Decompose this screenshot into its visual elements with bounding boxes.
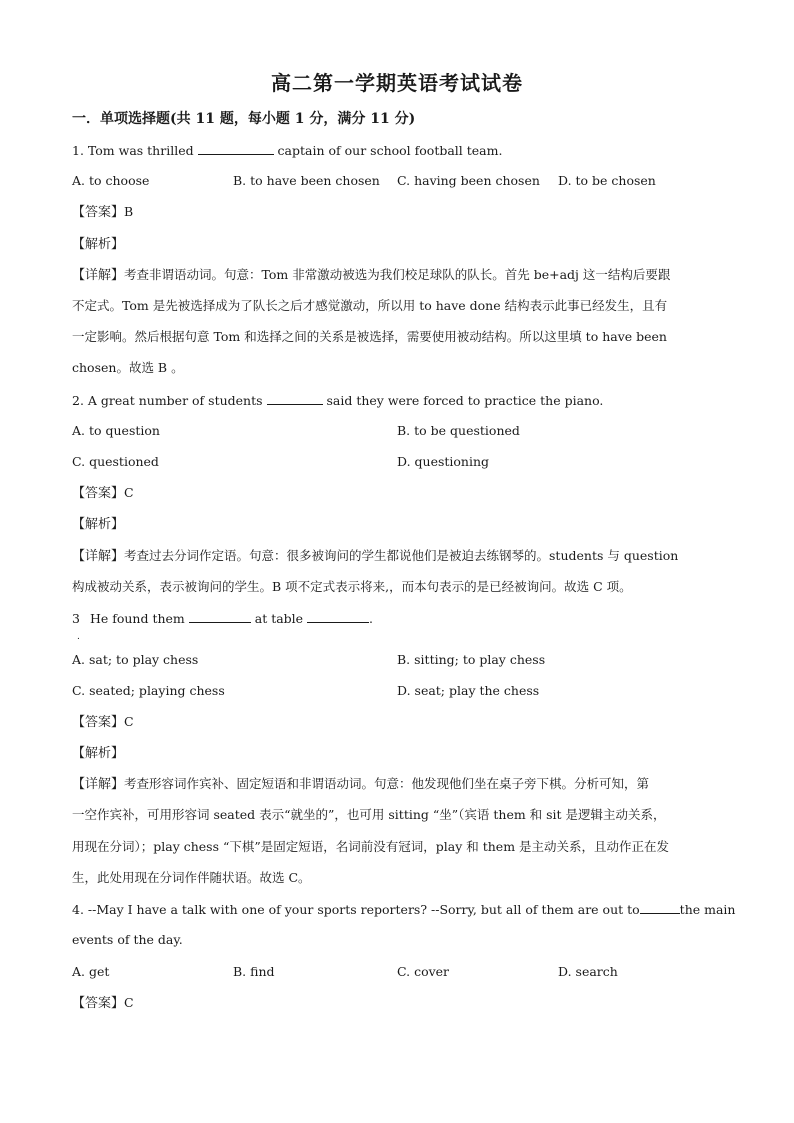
- question-2-stem: [72, 391, 732, 410]
- question-4-option-d: D. search: [558, 964, 618, 979]
- question-2-option-c: C. questioned: [72, 454, 159, 469]
- question-3-option-c: C. seated; playing chess: [72, 683, 225, 698]
- detail-text: 考查形容词作宾补、固定短语和非谓语动词。句意：他发现他们坐在桌子旁下棋。分析可知，第: [124, 776, 650, 791]
- question-2-analysis-label: [72, 515, 732, 534]
- answer-blank: [198, 141, 274, 155]
- question-1-detail-line: 不定式。Tom 是先被选择成为了队长之后才感觉激动，所以用 to have done 结构表示此事已经发生，且有: [72, 298, 668, 313]
- detail-label: 【详解】: [72, 777, 125, 792]
- detail-text: 考查过去分词作定语。句意：很多被询问的学生都说他们是被迫去练钢琴的。students 与 question: [124, 548, 679, 563]
- question-4-option-b: B. find: [233, 964, 275, 979]
- question-3-stem-start: He found them: [89, 611, 189, 626]
- question-4-answer: [72, 994, 732, 1013]
- answer-value: C: [124, 714, 134, 729]
- question-3-detail-line: [72, 775, 732, 794]
- question-2-stem-end: said they were forced to practice the piano.: [322, 393, 604, 408]
- page-title: 高二第一学期英语考试试卷: [271, 71, 523, 95]
- question-3-option-a: A. sat; to play chess: [72, 652, 199, 667]
- detail-label: 【详解】: [72, 268, 125, 283]
- detail-text: 考查非谓语动词。句意：Tom 非常激动被选为我们校足球队的队长。首先 be+adj 这一结构后要跟: [124, 267, 671, 282]
- question-4-stem: [72, 900, 736, 919]
- question-3-option-b: B. sitting; to play chess: [397, 652, 546, 667]
- question-1-option-d: D. to be chosen: [558, 173, 656, 188]
- question-1-analysis-label: [72, 235, 732, 254]
- question-3-stem-mid: at table: [250, 611, 308, 626]
- question-1-stem-start: 1. Tom was thrilled: [72, 143, 198, 158]
- question-1-detail-line: 一定影响。然后根据句意 Tom 和选择之间的关系是被选择，需要使用被动结构。所以这里填 to have been: [72, 329, 667, 344]
- analysis-label: 【解析】: [72, 237, 125, 252]
- question-4-stem-line2: events of the day.: [72, 932, 183, 947]
- question-4-option-c: C. cover: [397, 964, 450, 979]
- question-3-stem-end: .: [369, 611, 374, 626]
- answer-blank: [640, 900, 680, 914]
- question-1-stem: [72, 141, 732, 160]
- question-2-option-b: B. to be questioned: [397, 423, 520, 438]
- answer-label: 【答案】: [72, 996, 125, 1011]
- question-3-stem: [72, 609, 732, 628]
- question-2-detail-line: 构成被动关系，表示被询问的学生。B 项不定式表示将来,，而本句表示的是已经被询问。故选 C 项。: [72, 579, 632, 594]
- question-2-answer: [72, 484, 732, 503]
- analysis-label: 【解析】: [72, 517, 125, 532]
- question-2-stem-start: 2. A great number of students: [72, 393, 267, 408]
- question-2-detail-line: [72, 547, 732, 566]
- question-1-option-b: B. to have been chosen: [233, 173, 380, 188]
- question-2-option-a: A. to question: [72, 423, 160, 438]
- detail-label: 【详解】: [72, 549, 125, 564]
- question-3-detail-line: 生，此处用现在分词作伴随状语。故选 C。: [72, 870, 311, 885]
- question-1-option-c: C. having been chosen: [397, 173, 540, 188]
- question-4-stem-start: 4. --May I have a talk with one of your sports reporters? --Sorry, but all of them are out to: [72, 902, 640, 917]
- question-1-detail-line: [72, 266, 732, 285]
- answer-value: B: [124, 204, 134, 219]
- answer-label: 【答案】: [72, 205, 125, 220]
- question-1-option-a: A. to choose: [72, 173, 150, 188]
- answer-value: C: [124, 485, 134, 500]
- question-3-detail-line: 用现在分词）；play chess “下棋”是固定短语，名词前没有冠词，play 和 them 是主动关系，且动作正在发: [72, 839, 670, 854]
- question-3-analysis-label: [72, 744, 732, 763]
- question-2-option-d: D. questioning: [397, 454, 490, 469]
- answer-blank: [267, 391, 323, 405]
- question-3-detail-line: 一空作宾补，可用形容词 seated 表示“就坐的”，也可用 sitting “坐”（宾语 them 和 sit 是逻辑主动关系，: [72, 807, 666, 822]
- answer-label: 【答案】: [72, 486, 125, 501]
- question-3-number: 3: [72, 611, 80, 626]
- stray-mark: .: [77, 632, 80, 642]
- answer-blank: [189, 609, 251, 623]
- question-1-stem-end: captain of our school football team.: [273, 143, 503, 158]
- question-4-option-a: A. get: [72, 964, 110, 979]
- answer-label: 【答案】: [72, 715, 125, 730]
- question-1-detail-line: chosen。故选 B 。: [72, 360, 184, 375]
- answer-value: C: [124, 995, 134, 1010]
- question-1-answer: [72, 203, 732, 222]
- section-heading: 一．单项选择题(共 11 题，每小题 1 分，满分 11 分): [72, 111, 416, 127]
- question-3-answer: [72, 713, 732, 732]
- question-3-option-d: D. seat; play the chess: [397, 683, 540, 698]
- question-4-stem-end: the main: [679, 902, 736, 917]
- analysis-label: 【解析】: [72, 746, 125, 761]
- answer-blank: [307, 609, 369, 623]
